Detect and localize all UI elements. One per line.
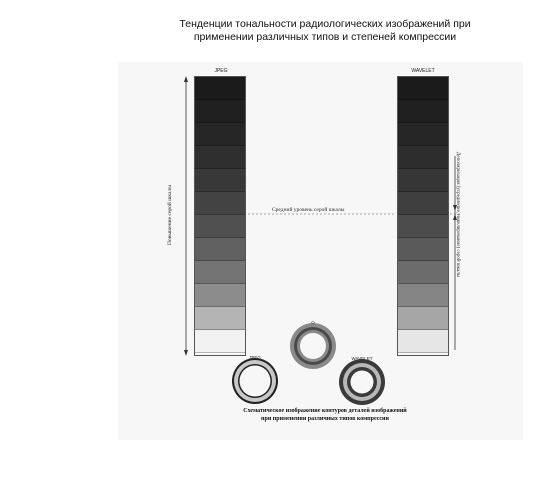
caption-line-2: при применении различных типов компрессии xyxy=(261,416,389,422)
jpeg-ring-label: JPEG xyxy=(249,355,261,360)
wavelet-arrow-head-bottom xyxy=(453,214,457,220)
wavelet-ring-label: WAVELET xyxy=(351,356,373,361)
jpeg-arrow-down-head xyxy=(184,350,188,356)
title-line-2: применении различных типов и степеней компрессии xyxy=(193,31,457,43)
jpeg-arrow-up-head xyxy=(184,76,188,82)
wavelet-ring xyxy=(339,359,385,405)
jpeg-side-label: Повышение серой шкалы xyxy=(166,185,173,245)
jpeg-ring xyxy=(232,358,278,404)
mid-level-label: Средний уровень серой шкалы xyxy=(272,207,345,213)
original-ring-label: O xyxy=(311,320,315,325)
figure-caption xyxy=(200,407,450,423)
original-ring xyxy=(290,323,336,369)
wavelet-side-label: Деполяризация (усреднение, нивелирование) серой шкалы xyxy=(455,151,461,278)
wavelet-column-label: WAVELET xyxy=(411,68,435,74)
caption-line-1: Схематическое изображение контуров деталей изображений xyxy=(243,408,407,414)
jpeg-column-label: JPEG xyxy=(214,68,228,74)
title-line-1: Тенденции тональности радиологических изображений при xyxy=(179,18,471,30)
wavelet-arrow-head-top xyxy=(453,205,457,211)
